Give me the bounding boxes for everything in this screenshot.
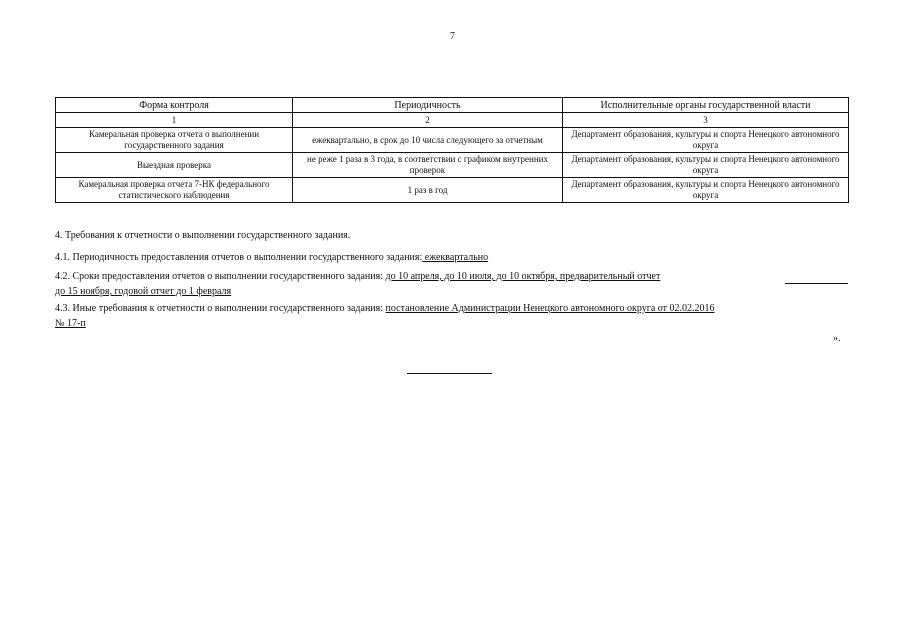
paragraph-4-3-value-cont: № 17-п — [55, 318, 86, 329]
cell-periodicity: не реже 1 раза в 3 года, в соответствии с графиком внутренних проверок — [293, 153, 563, 178]
column-number: 1 — [56, 113, 293, 128]
column-numbers-row — [56, 113, 849, 128]
paragraph-4-2-line-2 — [55, 286, 231, 297]
paragraph-4-3-label: 4.3. Иные требования к отчетности о выполнении государственного задания: — [55, 303, 386, 314]
paragraph-4-1-value: ежеквартально — [422, 252, 489, 263]
header-control-form: Форма контроля — [56, 98, 293, 113]
table-header-row — [56, 98, 849, 113]
paragraph-4-2-value: до 10 апреля, до 10 июля, до 10 октября, предварительный отчет — [385, 271, 661, 282]
cell-periodicity: 1 раз в год — [293, 178, 563, 203]
column-number: 2 — [293, 113, 563, 128]
paragraph-4-1-label: 4.1. Периодичность предоставления отчетов о выполнении государственного задания: — [55, 252, 423, 263]
section-4-title: 4. Требования к отчетности о выполнении государственного задания. — [55, 230, 351, 241]
paragraph-4-2-label: 4.2. Сроки предоставления отчетов о выполнении государственного задания: — [55, 271, 386, 282]
column-number: 3 — [563, 113, 849, 128]
paragraph-4-3-line-1 — [55, 303, 715, 314]
paragraph-4-3-line-2 — [55, 318, 86, 329]
cell-control-form: Камеральная проверка отчета о выполнении государственного задания — [56, 128, 293, 153]
paragraph-4-3-value: постановление Администрации Ненецкого автономного округа от 02.02.2016 — [385, 303, 715, 314]
table-row — [56, 153, 849, 178]
end-separator-line — [407, 373, 492, 374]
cell-authority: Департамент образования, культуры и спорта Ненецкого автономного округа — [563, 153, 849, 178]
cell-control-form: Выездная проверка — [56, 153, 293, 178]
underline-fill — [785, 283, 848, 284]
cell-authority: Департамент образования, культуры и спорта Ненецкого автономного округа — [563, 128, 849, 153]
header-authorities: Исполнительные органы государственной власти — [563, 98, 849, 113]
paragraph-4-2-line-1 — [55, 271, 660, 282]
table-row — [56, 178, 849, 203]
table-row — [56, 128, 849, 153]
cell-authority: Департамент образования, культуры и спорта Ненецкого автономного округа — [563, 178, 849, 203]
page-number: 7 — [450, 31, 455, 42]
header-periodicity: Периодичность — [293, 98, 563, 113]
cell-control-form: Камеральная проверка отчета 7-НК федерального статистического наблюдения — [56, 178, 293, 203]
control-forms-table — [55, 97, 849, 203]
paragraph-4-2-value-cont: до 15 ноября, годовой отчет до 1 февраля — [55, 286, 232, 297]
cell-periodicity: ежеквартально, в срок до 10 числа следующего за отчетным — [293, 128, 563, 153]
paragraph-4-1 — [55, 252, 488, 263]
closing-quote: ». — [833, 333, 841, 344]
